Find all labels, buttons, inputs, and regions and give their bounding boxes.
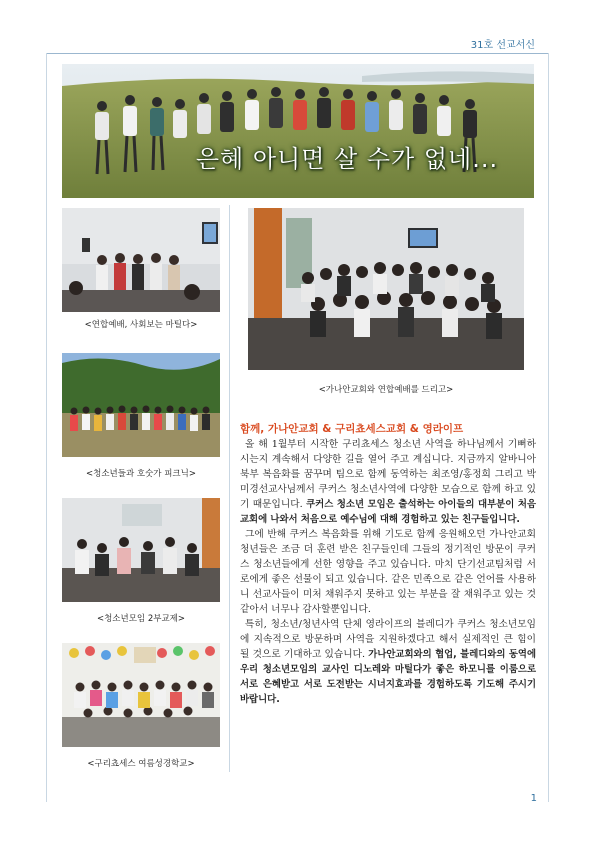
article-title: 함께, 가나안교회 & 구리쵸세스교회 & 영라이프	[240, 423, 464, 435]
hero-title: 은혜 아니면 살 수가 없네...	[195, 144, 499, 173]
header-divider	[46, 53, 549, 54]
caption-photo5: <구리쵸세스 여름성경학교>	[87, 759, 195, 769]
photo-worship	[62, 208, 220, 312]
caption-photo3: <청소년들과 호숫가 피크닉>	[86, 469, 196, 479]
hero-photo	[62, 64, 534, 198]
photo-youth-fellowship	[62, 498, 220, 602]
issue-label: 31호 선교서신	[470, 40, 535, 51]
left-margin-line	[46, 53, 47, 802]
article-emphasis-3: 가나안교회와의 협업, 블레디와의 동역에 우리 청소년모임의 교사인 디노레와 마틸다가 좋은 하모니를 이룸으로 서로 은혜받고 서로 도전받는 시너지효과를 경험하도록 기도해 주시기 바랍니다.	[240, 649, 536, 705]
article-emphasis-1: 쿠커스 청소년 모임은 출석하는 아이들의 대부분이 처음 교회에 나와서 처음으로 예수님에 대해 경험하고 있는 친구들입니다.	[240, 499, 536, 525]
photo-joint-worship	[248, 208, 524, 370]
photo-lake-picnic	[62, 353, 220, 457]
article-body	[240, 437, 536, 707]
page-number: 1	[530, 793, 537, 804]
article-paragraph-3: 특히, 청소년/청년사역 단체 영라이프의 블레디가 쿠커스 청소년모임에 지속적으로 방문하며 사역을 지원하겠다고 해서 실제적인 큰 힘이 될 것으로 기대하고 있습니다. 가나안교회와의 협업, 블레디와의 동역에 우리 청소년모임의 교사인 디노레와 마틸다가 좋은 하모니를 이룸으로 서로 은혜받고 서로 도전받는 시너지효과를 경험하도록 기도해 주시기 바랍니다.	[240, 619, 536, 705]
caption-photo1: <연합예배, 사회보는 마틸다>	[84, 320, 198, 330]
caption-photo4: <청소년모임 2부교제>	[96, 614, 186, 624]
article-paragraph-1: 올 해 1월부터 시작한 구리쵸세스 청소년 사역을 하나님께서 기뻐하시는지 계속해서 다양한 길을 열어 주고 계십니다. 지금까지 알바니아 북부 복음화를 꿈꾸며 팀으로 함께 동역하는 최조영/홍정희 그리고 박미경선교사님께서 쿠커스 청소년사역에 다양한 모습으로 함께 하고 있기 때문입니다. 쿠커스 청소년 모임은 출석하는 아이들의 대부분이 처음 교회에 나와서 처음으로 예수님에 대해 경험하고 있는 친구들입니다.	[240, 439, 536, 525]
column-divider	[229, 205, 230, 772]
caption-photo2: <가나안교회와 연합예배를 드리고>	[318, 385, 454, 395]
photo-bible-school	[62, 643, 220, 747]
right-margin-line	[548, 53, 549, 802]
article-paragraph-2: 그에 반해 쿠커스 복음화를 위해 기도로 함께 응원해오던 가나안교회 청년들은 조금 더 훈련 받은 친구들인데 그들의 정기적인 방문이 쿠커스 청소년들에게 선한 영향을 주고 있습니다. 마치 단기선교팀처럼 서로에게 좋은 선물이 되고 있습니다. 같은 민족으로 같은 언어를 사용하니 선교사들이 미처 채워주지 못하고 있는 부분을 잘 채워주고 있는 것 같아서 너무나 감사할뿐입니다.	[240, 529, 536, 615]
